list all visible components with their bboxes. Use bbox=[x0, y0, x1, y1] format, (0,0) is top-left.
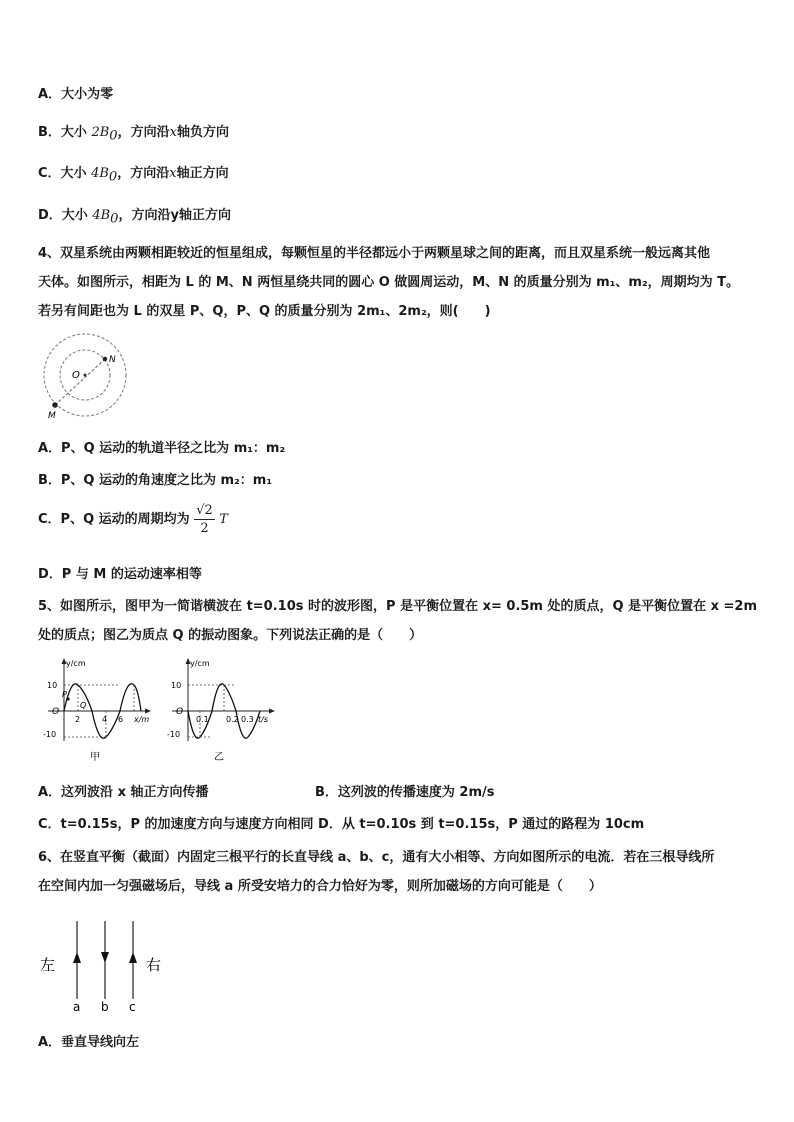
caption-jia: 甲 bbox=[90, 752, 100, 763]
origin-label: O bbox=[176, 707, 184, 717]
label-wire-a: a bbox=[73, 1000, 81, 1014]
connecting-line bbox=[55, 359, 105, 405]
tick-label: 6 bbox=[118, 715, 124, 724]
label-p: P bbox=[62, 690, 67, 699]
x-arrow bbox=[145, 709, 151, 714]
q4-stem-line2: 天体。如图所示，相距为 L 的 M、N 两恒星绕共同的圆心 O 做圆周运动，M、N 的质量分别为 m₁、m₂，周期均为 T。 bbox=[38, 275, 740, 290]
wave-graph-jia bbox=[38, 656, 158, 766]
q6-stem-line1: 6、在竖直平衡（截面）内固定三根平行的长直导线 a、b、c，通有大小相等、方向如图所示的电流．若在三根导线所 bbox=[38, 850, 715, 865]
q3-option-d: D．大小 $4B_0$，方向沿y轴正方向 bbox=[38, 208, 231, 227]
label-right: 右 bbox=[146, 956, 162, 974]
tick-label: 4 bbox=[102, 715, 108, 724]
y-min-label: -10 bbox=[167, 730, 181, 739]
point-p bbox=[66, 697, 69, 700]
q4-option-c: C．P、Q 运动的周期均为 $\frac{√2}{2}$ T bbox=[38, 503, 228, 536]
wires-figure bbox=[38, 915, 188, 1015]
label-left: 左 bbox=[40, 956, 56, 974]
t-label: t/s bbox=[258, 715, 268, 724]
q5-stem-line2: 处的质点；图乙为质点 Q 的振动图象。下列说法正确的是（ ） bbox=[38, 628, 423, 643]
label-m: M bbox=[48, 411, 56, 421]
label-q: Q bbox=[80, 701, 87, 710]
vibration-graph-yi bbox=[162, 656, 282, 766]
q4-option-a: A．P、Q 运动的轨道半径之比为 m₁：m₂ bbox=[38, 441, 286, 456]
y-label: y/cm bbox=[190, 659, 210, 668]
q4-stem-line3: 若另有间距也为 L 的双星 P、Q，P、Q 的质量分别为 2m₁、2m₂，则( ) bbox=[38, 304, 491, 319]
origin-label: O bbox=[52, 707, 60, 717]
tick-label: 0.2 bbox=[226, 715, 239, 724]
current-up-arrow-a bbox=[73, 952, 81, 963]
label-wire-c: c bbox=[129, 1000, 136, 1014]
center-point bbox=[84, 374, 87, 377]
star-m bbox=[52, 402, 58, 408]
q5-option-a: A．这列波沿 x 轴正方向传播 bbox=[38, 785, 209, 800]
current-up-arrow-c bbox=[129, 952, 137, 963]
tick-label: 0.1 bbox=[196, 715, 209, 724]
label-n: N bbox=[109, 355, 116, 365]
x-label: x/m bbox=[134, 715, 150, 724]
q3-option-b: B．大小 $2B_0$，方向沿x轴负方向 bbox=[38, 125, 229, 144]
q5-option-b: B．这列波的传播速度为 2m/s bbox=[315, 785, 495, 800]
caption-yi: 乙 bbox=[214, 752, 224, 763]
q4-option-d: D．P 与 M 的运动速率相等 bbox=[38, 567, 202, 582]
star-n bbox=[103, 357, 107, 361]
period-fraction: $\frac{√2}{2}$ bbox=[196, 503, 213, 536]
q4-option-b: B．P、Q 运动的角速度之比为 m₂：m₁ bbox=[38, 473, 273, 488]
q6-stem-line2: 在空间内加一匀强磁场后，导线 a 所受安培力的合力恰好为零，则所加磁场的方向可能是（ ） bbox=[38, 879, 602, 894]
t-arrow bbox=[269, 709, 275, 714]
q4-stem-line1: 4、双星系统由两颗相距较近的恒星组成，每颗恒星的半径都远小于两颗星球之间的距离，而且双星系统一般远离其他 bbox=[38, 246, 711, 261]
q6-option-a: A．垂直导线向左 bbox=[38, 1035, 140, 1050]
q5-stem-line1: 5、如图所示，图甲为一简谐横波在 t=0.10s 时的波形图，P 是平衡位置在 x= 0.5m 处的质点，Q 是平衡位置在 x =2m bbox=[38, 599, 757, 614]
q5-option-cd: C．t=0.15s，P 的加速度方向与速度方向相同 D．从 t=0.10s 到 t=0.15s，P 通过的路程为 10cm bbox=[38, 817, 645, 832]
label-wire-b: b bbox=[101, 1000, 109, 1014]
q3-option-a: A．大小为零 bbox=[38, 87, 114, 102]
y-max-label: 10 bbox=[47, 681, 58, 690]
q3-option-c: C．大小 $4B_0$，方向沿x轴正方向 bbox=[38, 166, 229, 185]
y-label: y/cm bbox=[66, 659, 86, 668]
binary-star-figure bbox=[38, 332, 138, 422]
tick-label: 2 bbox=[75, 715, 81, 724]
y-min-label: -10 bbox=[43, 730, 57, 739]
wave-curve-tail bbox=[120, 684, 141, 711]
tick-label: 0.3 bbox=[241, 715, 254, 724]
label-o: O bbox=[72, 370, 80, 381]
current-down-arrow-b bbox=[101, 952, 109, 963]
y-max-label: 10 bbox=[171, 681, 182, 690]
